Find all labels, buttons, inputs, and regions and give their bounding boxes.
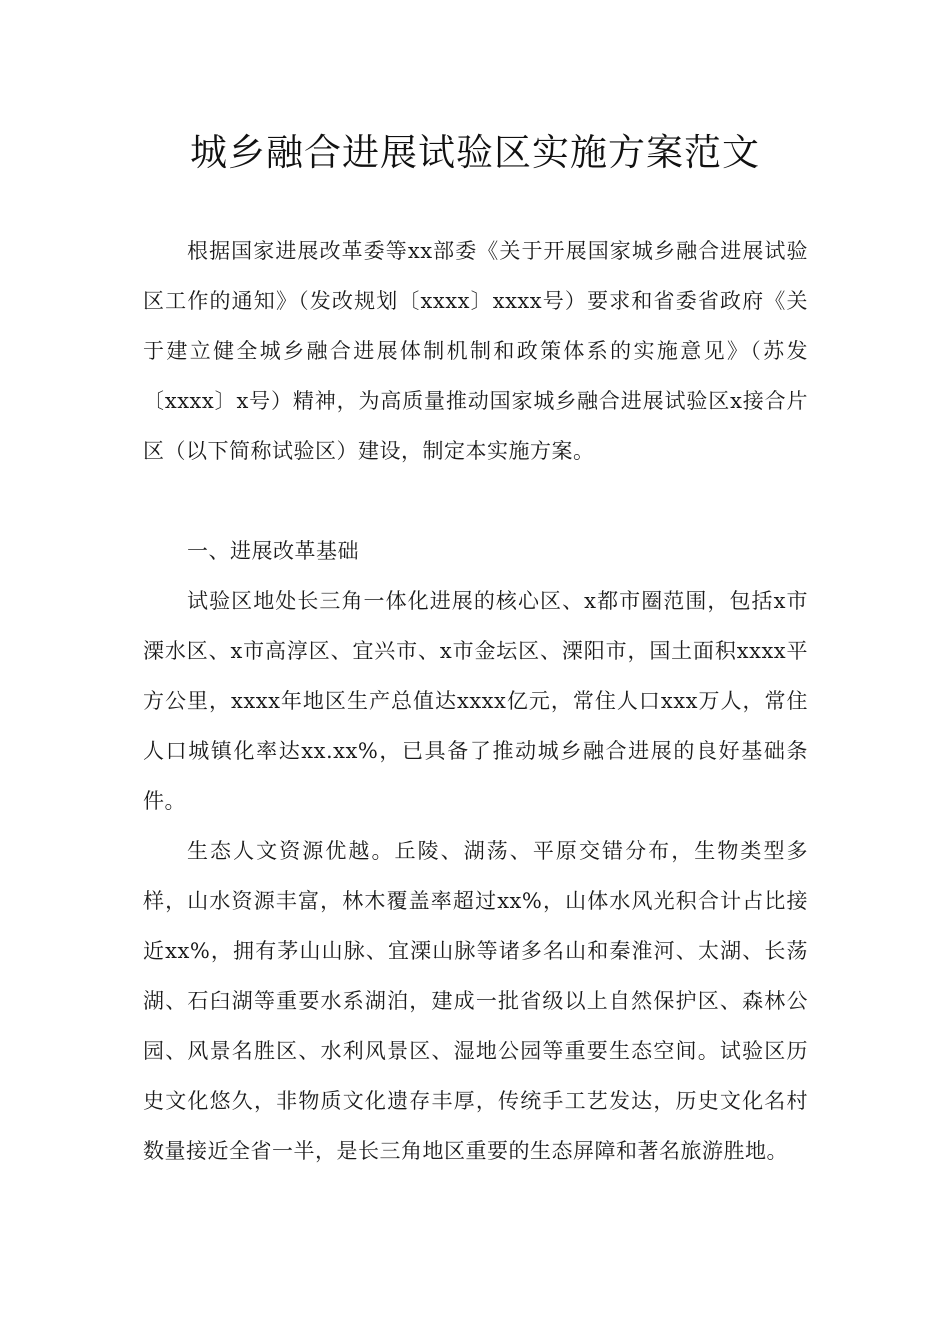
section-paragraph-1: 试验区地处长三角一体化进展的核心区、x都市圈范围，包括x市溧水区、x市高淳区、宜兴市、x市金坛区、溧阳市，国土面积xxxx平方公里，xxxx年地区生产总值达xxxx亿元，常住人口xxx万人，常住人口城镇化率达xx.xx%，已具备了推动城乡融合进展的良好基础条件。 [143, 589, 808, 813]
intro-paragraph: 根据国家进展改革委等xx部委《关于开展国家城乡融合进展试验区工作的通知》（发改规划〔xxxx〕xxxx号）要求和省委省政府《关于建立健全城乡融合进展体制机制和政策体系的实施意见》（苏发〔xxxx〕x号）精神，为高质量推动国家城乡融合进展试验区x接合片区（以下简称试验区）建设，制定本实施方案。 [143, 239, 808, 463]
section-paragraph-2: 生态人文资源优越。丘陵、湖荡、平原交错分布，生物类型多样，山水资源丰富，林木覆盖率超过xx%，山体水风光积合计占比接近xx%，拥有茅山山脉、宜溧山脉等诸多名山和秦淮河、太湖、长荡湖、石臼湖等重要水系湖泊，建成一批省级以上自然保护区、森林公园、风景名胜区、水利风景区、湿地公园等重要生态空间。试验区历史文化悠久，非物质文化遗存丰厚，传统手工艺发达，历史文化名村数量接近全省一半，是长三角地区重要的生态屏障和著名旅游胜地。 [143, 839, 808, 1163]
document-title: 城乡融合进展试验区实施方案范文 [190, 131, 760, 174]
section-heading: 一、进展改革基础 [187, 539, 359, 563]
